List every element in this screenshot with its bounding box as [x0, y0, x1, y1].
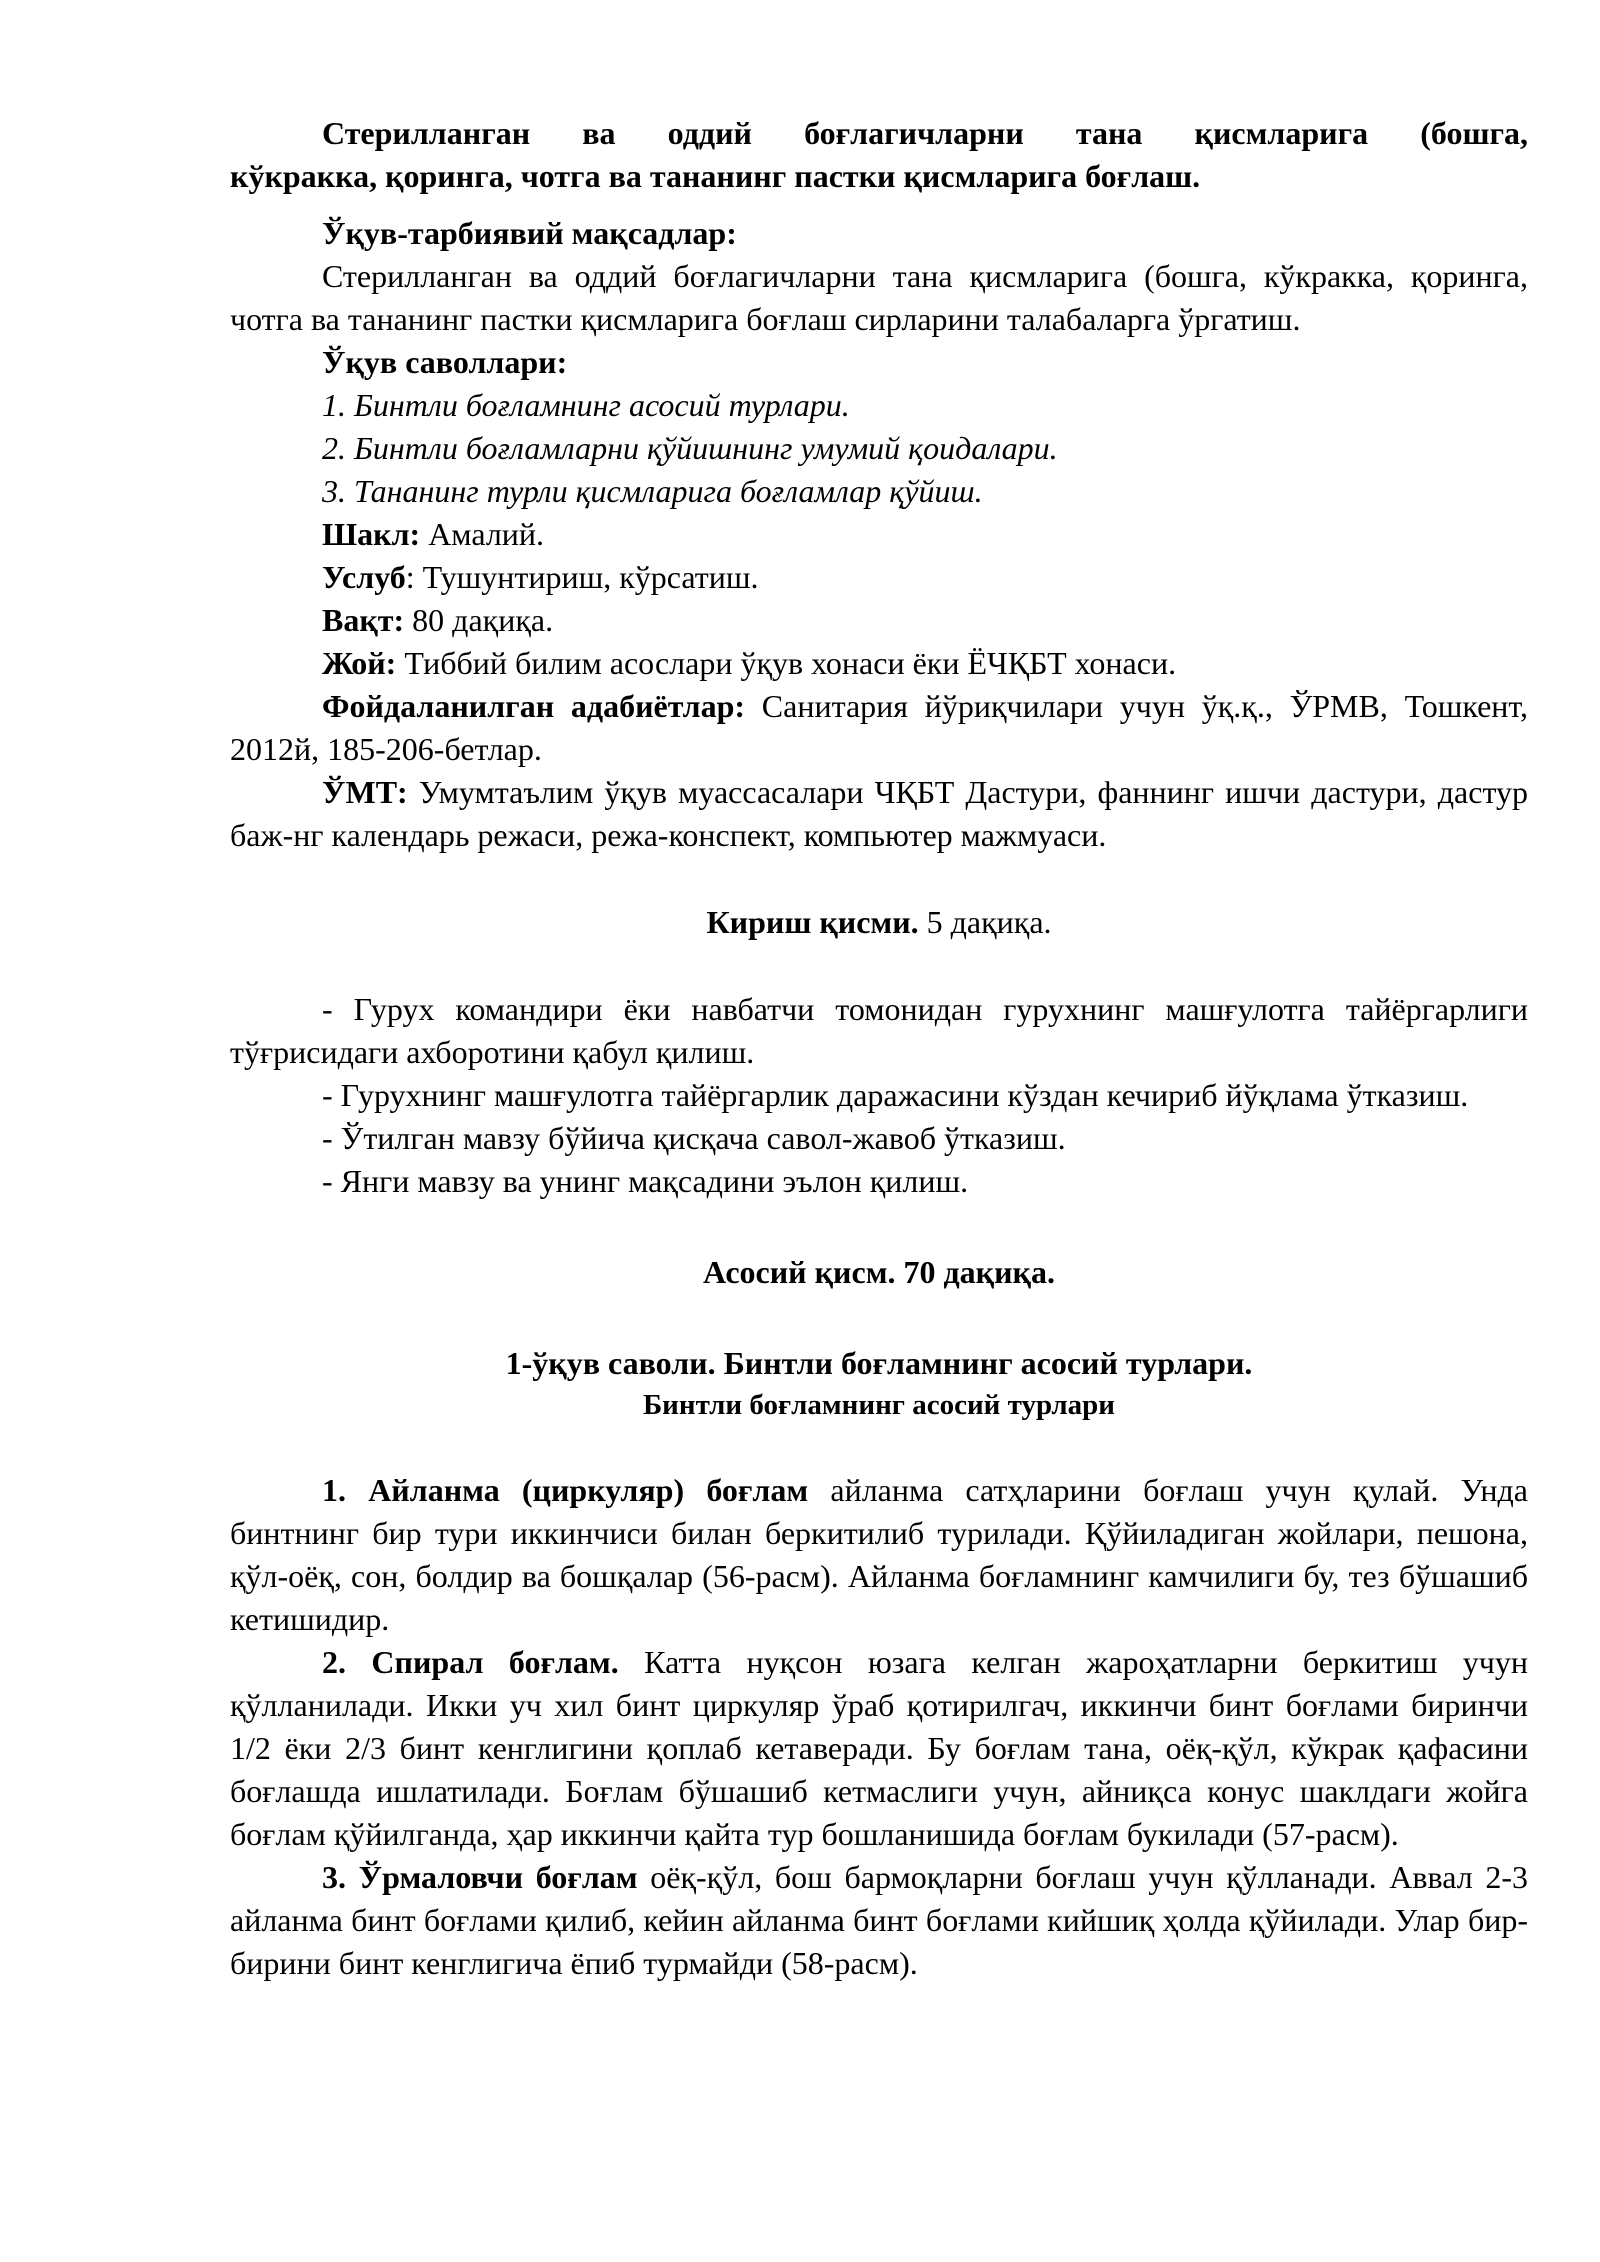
document-title — [230, 112, 1528, 198]
intro-item: - Гурухнинг машғулотга тайёргарлик даражасини кўздан кечириб йўқлама ўтказиш. — [322, 1077, 1469, 1113]
question-item: 3. Тананинг турли қисмларига боғламлар қўйиш. — [322, 473, 983, 509]
literature-line: Фойдаланилган адабиётлар: Санитария йўриқчилари учун ўқ.қ., ЎРМВ, Тошкент, 2012й, 185-206-бетлар. — [230, 688, 1529, 767]
title-line-2: кўкракка, қоринга, чотга ва тананинг пастки қисмларига боғлаш. — [230, 158, 1201, 194]
form-line: Шакл: Амалий. — [322, 516, 545, 552]
questions-heading: Ўқув саволлари: — [322, 344, 568, 380]
question-1-subheading: Бинтли боғламнинг асосий турлари — [643, 1389, 1115, 1421]
question-item: 2. Бинтли боғламларни қўйишнинг умумий қоидалари. — [322, 430, 1058, 466]
method-line: Услуб: Тушунтириш, кўрсатиш. — [322, 559, 759, 595]
document-page — [230, 112, 1528, 1985]
main-heading: Асосий қисм. 70 дақиқа. — [703, 1254, 1055, 1290]
intro-item: - Гурух командири ёки навбатчи томонидан гурухнинг машғулотга тайёргарлиги тўғрисидаги ахборотини қабул қилиш. — [230, 991, 1528, 1070]
paragraph-creeping-bandage: 3. Ўрмаловчи боғлам оёқ-қўл, бош бармоқларни боғлаш учун қўлланади. Аввал 2-3 айланма бинт боғлами қилиб, кейин айланма бинт боғлами кийшиқ ҳолда қўйилади. Улар бир-бирини бинт кенглигича ёпиб турмайди (58-расм). — [230, 1859, 1529, 1981]
paragraph-spiral-bandage: 2. Спирал боғлам. Катта нуқсон юзага келган жароҳатларни беркитиш учун қўлланилади. Икки уч хил бинт циркуляр ўраб қотирилгач, иккинчи бинт боғлами биринчи 1/2 ёки 2/3 бинт кенглигини қоплаб кетаверади. Бу боғлам тана, оёқ-қўл, кўкрак қафасини боғлашда ишлатилади. Боғлам бўшашиб кетмаслиги учун, айниқса конус шаклдаги жойга боғлам қўйилганда, ҳар иккинчи қайта тур бошланишида боғлам букилади (57-расм). — [230, 1644, 1529, 1852]
goals-text: Стерилланган ва оддий боғлагичларни тана қисмларига (бошга, кўкракка, қоринга, чотга ва тананинг пастки қисмларига боғлаш сирларини талабаларга ўргатиш. — [230, 258, 1528, 337]
question-1-heading: 1-ўқув саволи. Бинтли боғламнинг асосий турлари. — [505, 1345, 1253, 1381]
intro-heading: Кириш қисми. 5 дақиқа. — [706, 904, 1052, 940]
place-line: Жой: Тиббий билим асослари ўқув хонаси ёки ЁЧҚБТ хонаси. — [322, 645, 1177, 681]
intro-item: - Ўтилган мавзу бўйича қисқача савол-жавоб ўтказиш. — [322, 1120, 1066, 1156]
paragraph-circular-bandage: 1. Айланма (циркуляр) боғлам айланма сатҳларини боғлаш учун қулай. Унда бинтнинг бир тури иккинчиси билан беркитилиб турилади. Қўйиладиган жойлари, пешона, қўл-оёқ, сон, болдир ва бошқалар (56-расм). Айланма боғламнинг камчилиги бу, тез бўшашиб кетишидир. — [230, 1472, 1529, 1637]
question-item: 1. Бинтли боғламнинг асосий турлари. — [322, 387, 850, 423]
time-line: Вақт: 80 дақиқа. — [322, 602, 554, 638]
goals-heading: Ўқув-тарбиявий мақсадлар: — [322, 215, 737, 251]
title-line-1: Стерилланган ва оддий боғлагичларни тана қисмларига (бошга, — [322, 115, 1528, 151]
umt-line: ЎМТ: Умумтаълим ўқув муассасалари ЧҚБТ Дастури, фаннинг ишчи дастури, дастур баж-нг календарь режаси, режа-конспект, компьютер мажмуаси. — [230, 774, 1528, 853]
intro-item: - Янги мавзу ва унинг мақсадини эълон қилиш. — [322, 1163, 969, 1199]
